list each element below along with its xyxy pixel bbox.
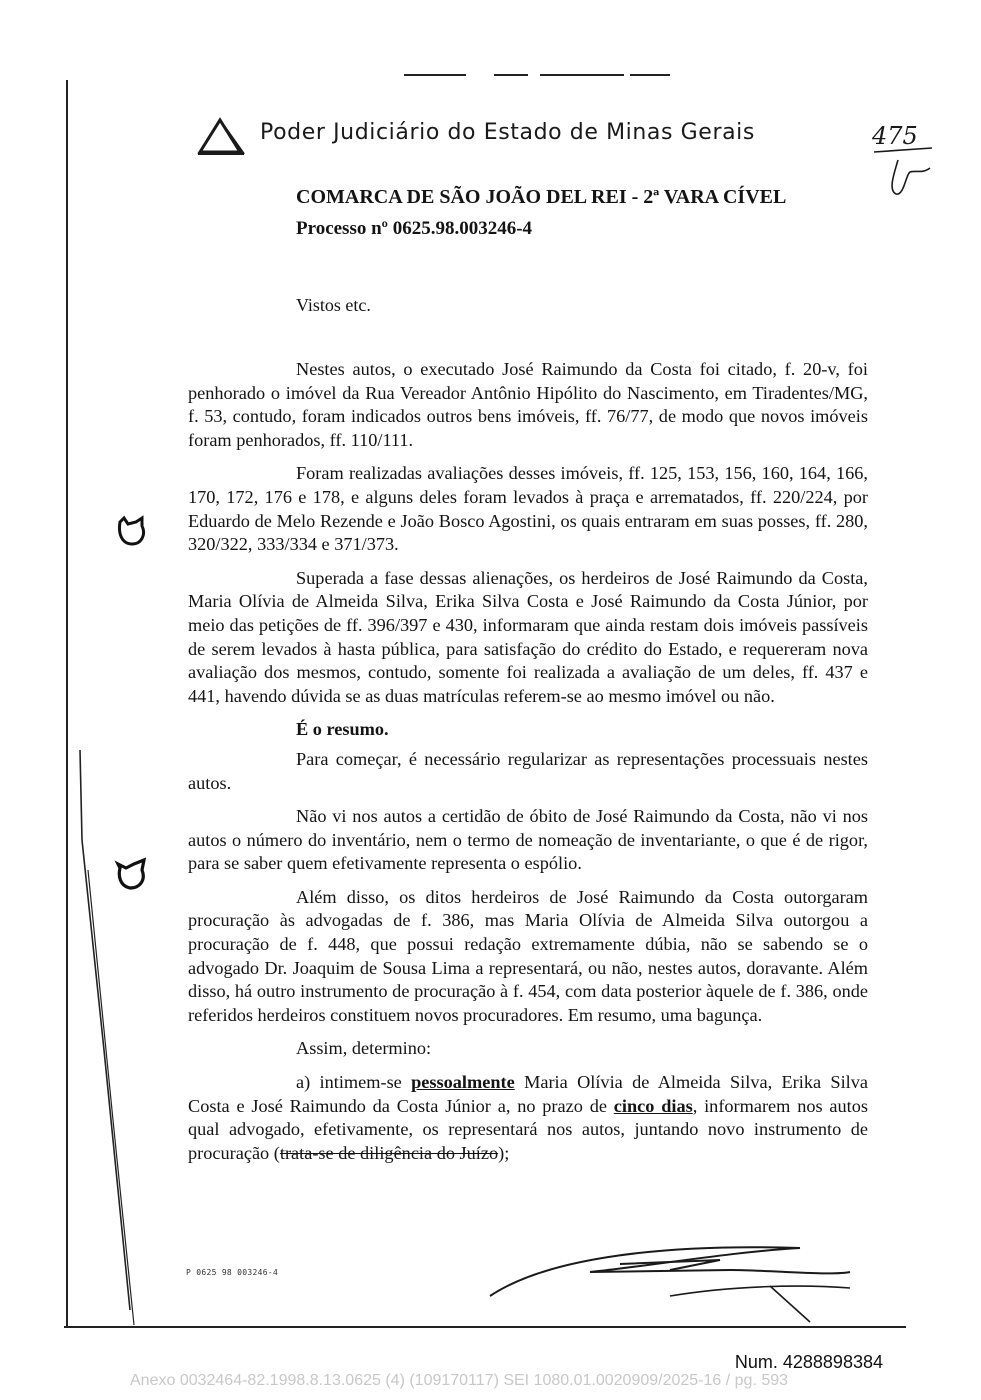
top-scan-mark [494, 74, 528, 76]
paragraph: Nestes autos, o executado José Raimundo da Costa foi citado, f. 20-v, foi penhorado o imóvel da Rua Vereador Antônio Hipólito do Nascimento, em Tiradentes/MG, f. 53, contudo, foram indicados outros bens imóveis, ff. 76/77, de modo que novos imóveis foram penhorados, ff. 110/111. [188, 359, 868, 450]
judge-signature [470, 1226, 870, 1326]
item-a-suffix: , informarem nos autos qual advogado, efetivamente, os representará nos autos, juntando novo instrumento de procuração ( [188, 1095, 869, 1163]
process-number: Processo nº 0625.98.003246-4 [296, 218, 533, 239]
handwritten-page-number [866, 114, 946, 204]
item-a [188, 1071, 868, 1165]
document-number: Num. 4288898384 [734, 1352, 883, 1372]
item-a-deadline: cinco dias [613, 1095, 693, 1116]
triangle-logo-icon [196, 116, 248, 156]
bottom-frame-line [64, 1326, 906, 1328]
decision-body [188, 358, 868, 1175]
summary-heading: É o resumo. [296, 719, 389, 740]
paragraph: Foram realizadas avaliações desses imóveis, ff. 125, 153, 156, 160, 164, 166, 170, 172, 176 e 178, e alguns deles foram levados à praça e arrematados, ff. 220/224, por Eduardo de Melo Rezende e João Bosco Agostini, os quais entraram em suas posses, ff. 280, 320/322, 333/334 e 371/373. [188, 463, 868, 555]
footer-process-code: P 0625 98 003246-4 [186, 1268, 279, 1277]
top-scan-mark [404, 74, 466, 76]
paragraph: Não vi nos autos a certidão de óbito de José Raimundo da Costa, não vi nos autos o número do inventário, nem o termo de nomeação de inventariante, o que é de rigor, para se saber quem efetivamente representa o espólio. [188, 806, 868, 874]
top-scan-mark [630, 74, 670, 76]
paragraph: Para começar, é necessário regularizar as representações processuais nestes autos. [188, 748, 868, 793]
annex-watermark: Anexo 0032464-82.1998.8.13.0625 (4) (109170117) SEI 1080.01.0020909/2025-16 / pg. 593 [130, 1372, 789, 1389]
top-scan-mark [540, 74, 624, 76]
comarca-title: COMARCA DE SÃO JOÃO DEL REI - 2ª VARA CÍVEL [296, 186, 787, 208]
margin-scribble-lines [74, 750, 154, 1330]
item-a-struck: trata-se de diligência do Juízo [279, 1142, 499, 1163]
item-a-middle: Maria Olívia de Almeida Silva, Erika Silva Costa e José Raimundo da Costa Júnior a, no prazo de [188, 1072, 868, 1116]
item-a-emphasis: pessoalmente [411, 1072, 515, 1093]
left-frame-line [66, 80, 68, 1328]
court-header [196, 116, 876, 160]
margin-mark-icon [112, 512, 152, 552]
court-name: Poder Judiciário do Estado de Minas Gerais [260, 120, 755, 145]
item-a-prefix: a) intimem-se [296, 1072, 412, 1093]
paragraph: Além disso, os ditos herdeiros de José Raimundo da Costa outorgaram procuração às advogadas de f. 386, mas Maria Olívia de Almeida Silva outorgou a procuração de f. 448, que possui redação extremamente dúbia, não se sabendo se o advogado Dr. Joaquim de Sousa Lima a representará, ou não, nestes autos, doravante. Além disso, há outro instrumento de procuração à f. 454, com data posterior àquele de f. 386, onde referidos herdeiros constituem novos procuradores. Em resumo, uma bagunça. [188, 886, 868, 1025]
paragraph: Assim, determino: [296, 1038, 432, 1059]
page-number-text: 475 [872, 122, 918, 150]
opening-line: Vistos etc. [296, 295, 371, 315]
paragraph: Superada a fase dessas alienações, os herdeiros de José Raimundo da Costa, Maria Olívia de Almeida Silva, Erika Silva Costa e José Raimundo da Costa Júnior, por meio das petições de ff. 396/397 e 430, informaram que ainda restam dois imóveis passíveis de serem levados à hasta pública, para satisfação do crédito do Estado, e requereram nova avaliação dos mesmos, contudo, somente foi realizada a avaliação de um deles, ff. 437 e 441, havendo dúvida se as duas matrículas referem-se ao mesmo imóvel ou não. [188, 567, 868, 706]
item-a-end: ); [498, 1142, 510, 1163]
